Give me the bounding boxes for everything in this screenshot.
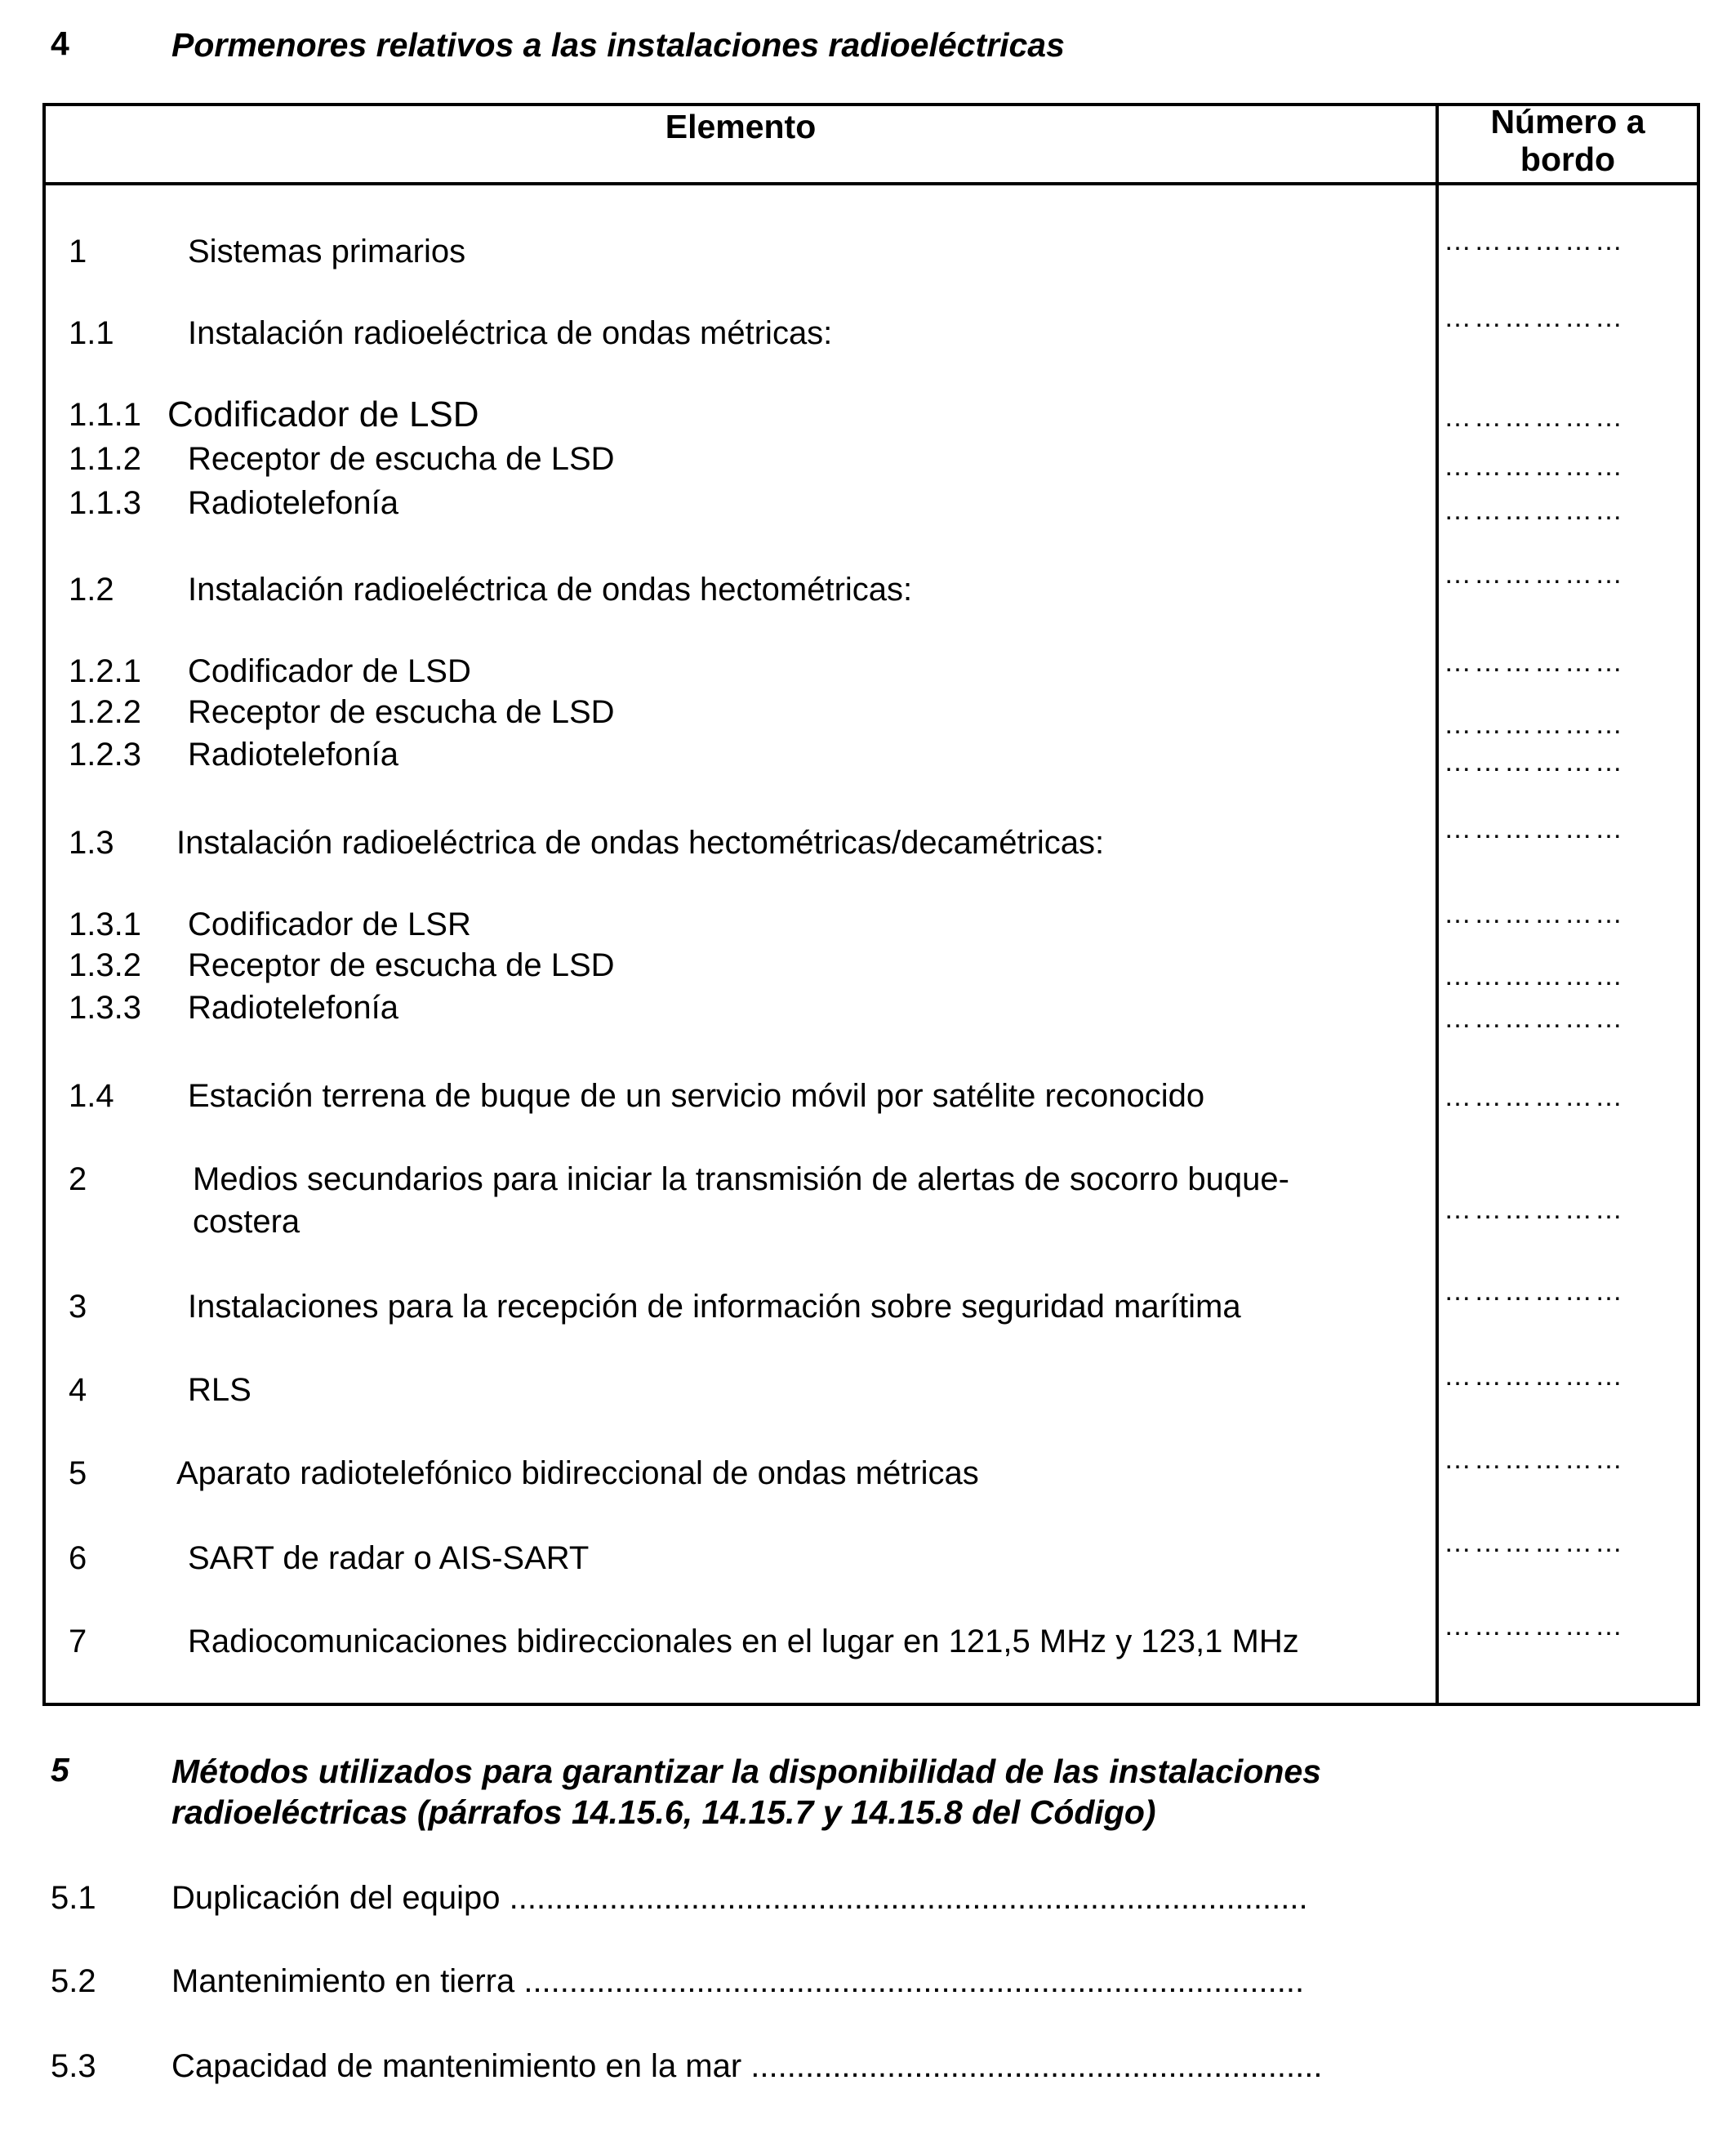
row-number: 1 xyxy=(69,234,87,269)
section-4-title: Pormenores relativos a las instalaciones radioeléctricas xyxy=(171,26,1065,64)
row-number: 1.3 xyxy=(69,825,114,861)
count-field[interactable]: ……………… xyxy=(1444,1194,1625,1225)
count-field[interactable]: ……………… xyxy=(1444,225,1625,256)
row-label-continuation: costera xyxy=(193,1204,300,1240)
method-label[interactable]: Capacidad de mantenimiento en la mar ............................................................... xyxy=(171,2048,1323,2084)
row-label: Instalaciones para la recepción de información sobre seguridad marítima xyxy=(188,1289,1241,1325)
row-label: Radiotelefonía xyxy=(188,737,398,773)
row-number: 1.2 xyxy=(69,572,114,608)
row-label: Medios secundarios para iniciar la transmisión de alertas de socorro buque- xyxy=(193,1161,1289,1197)
count-field[interactable]: ……………… xyxy=(1444,1081,1625,1112)
section-5-title-line2: radioeléctricas (párrafos 14.15.6, 14.15.7 y 14.15.8 del Código) xyxy=(171,1793,1156,1831)
section-4-number: 4 xyxy=(51,24,69,62)
row-label: Receptor de escucha de LSD xyxy=(188,694,615,730)
row-label: RLS xyxy=(188,1372,251,1408)
count-field[interactable]: ……………… xyxy=(1444,451,1625,482)
count-field[interactable]: ……………… xyxy=(1444,746,1625,777)
count-field[interactable]: ……………… xyxy=(1444,960,1625,991)
row-number: 1.1 xyxy=(69,315,114,351)
row-label: Sistemas primarios xyxy=(188,234,466,269)
method-label[interactable]: Duplicación del equipo ........................................................................................ xyxy=(171,1880,1308,1916)
row-number: 6 xyxy=(69,1540,87,1576)
row-label: Receptor de escucha de LSD xyxy=(188,947,615,983)
row-number: 2 xyxy=(69,1161,87,1197)
count-field[interactable]: ……………… xyxy=(1444,559,1625,590)
header-numero-line1: Número a xyxy=(1490,103,1645,140)
table-header-divider xyxy=(42,182,1700,185)
row-number: 1.2.2 xyxy=(69,694,141,730)
row-label: Aparato radiotelefónico bidireccional de ondas métricas xyxy=(176,1455,979,1491)
row-number: 1.3.2 xyxy=(69,947,141,983)
count-field[interactable]: ……………… xyxy=(1444,1527,1625,1558)
section-5-title xyxy=(171,1751,1321,1833)
count-field[interactable]: ……………… xyxy=(1444,1610,1625,1641)
count-field[interactable]: ……………… xyxy=(1444,495,1625,526)
row-number: 3 xyxy=(69,1289,87,1325)
row-number: 4 xyxy=(69,1372,87,1408)
row-number: 1.3.3 xyxy=(69,990,141,1026)
header-numero-line2: bordo xyxy=(1520,140,1616,178)
count-field[interactable]: ……………… xyxy=(1444,1276,1625,1307)
row-number: 1.1.2 xyxy=(69,441,141,477)
row-number: 7 xyxy=(69,1624,87,1659)
row-number: 1.4 xyxy=(69,1078,114,1114)
row-label: Radiocomunicaciones bidireccionales en el lugar en 121,5 MHz y 123,1 MHz xyxy=(188,1624,1299,1659)
count-field[interactable]: ……………… xyxy=(1444,402,1625,433)
row-label: Codificador de LSD xyxy=(167,394,479,434)
row-label: Radiotelefonía xyxy=(188,990,398,1026)
header-elemento: Elemento xyxy=(665,108,817,145)
row-label: Radiotelefonía xyxy=(188,485,398,521)
table-column-divider xyxy=(1436,103,1439,1706)
row-number: 1.2.3 xyxy=(69,737,141,773)
count-field[interactable]: ……………… xyxy=(1444,302,1625,333)
count-field[interactable]: ……………… xyxy=(1444,1444,1625,1475)
row-label: Codificador de LSD xyxy=(188,653,471,689)
row-label: Receptor de escucha de LSD xyxy=(188,441,615,477)
count-field[interactable]: ……………… xyxy=(1444,1003,1625,1034)
count-field[interactable]: ……………… xyxy=(1444,813,1625,844)
row-label: Instalación radioeléctrica de ondas hectométricas/decamétricas: xyxy=(176,825,1105,861)
method-number: 5.2 xyxy=(51,1963,96,1999)
header-numero-a-bordo xyxy=(1439,103,1697,178)
method-number: 5.1 xyxy=(51,1880,96,1916)
count-field[interactable]: ……………… xyxy=(1444,898,1625,929)
row-label: SART de radar o AIS-SART xyxy=(188,1540,590,1576)
row-number: 1.1.1 xyxy=(69,397,141,433)
row-number: 1.3.1 xyxy=(69,906,141,942)
row-label: Codificador de LSR xyxy=(188,906,471,942)
row-label: Instalación radioeléctrica de ondas hectométricas: xyxy=(188,572,913,608)
section-5-title-line1: Métodos utilizados para garantizar la disponibilidad de las instalaciones xyxy=(171,1753,1321,1790)
row-label: Estación terrena de buque de un servicio móvil por satélite reconocido xyxy=(188,1078,1205,1114)
section-5-number: 5 xyxy=(51,1751,69,1788)
count-field[interactable]: ……………… xyxy=(1444,709,1625,740)
count-field[interactable]: ……………… xyxy=(1444,1361,1625,1392)
count-field[interactable]: ……………… xyxy=(1444,647,1625,678)
row-number: 1.1.3 xyxy=(69,485,141,521)
method-number: 5.3 xyxy=(51,2048,96,2084)
row-number: 1.2.1 xyxy=(69,653,141,689)
row-label: Instalación radioeléctrica de ondas métricas: xyxy=(188,315,833,351)
row-number: 5 xyxy=(69,1455,87,1491)
method-label[interactable]: Mantenimiento en tierra ...................................................................................... xyxy=(171,1963,1305,1999)
